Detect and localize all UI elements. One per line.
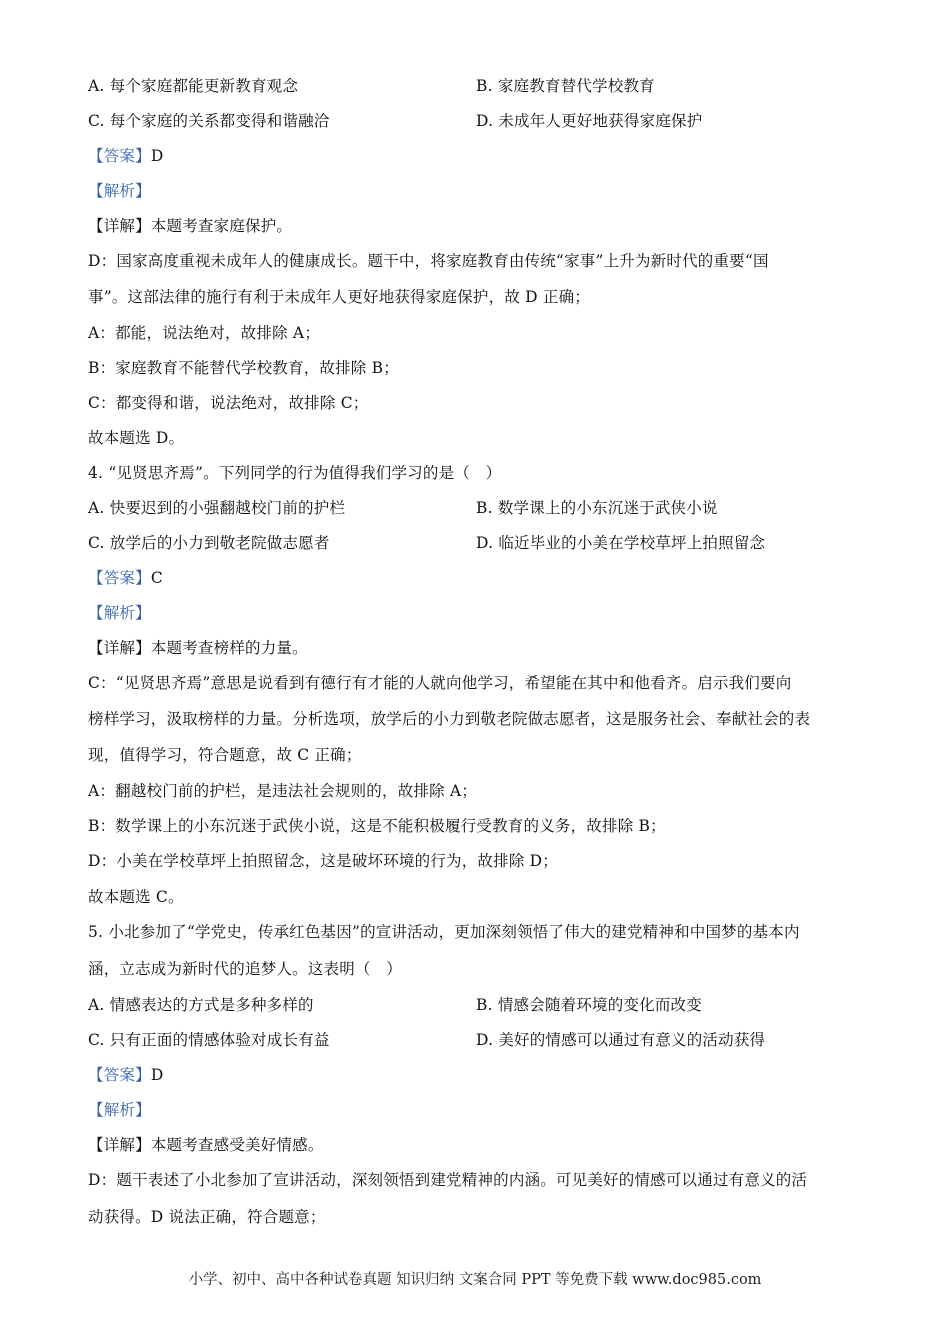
q4-option-c: C. 放学后的小力到敬老院做志愿者 [88, 534, 330, 552]
answer-tag: 【答案】 [88, 1066, 151, 1084]
answer-tag: 【答案】 [88, 569, 151, 587]
q3-option-c: C. 每个家庭的关系都变得和谐融洽 [88, 112, 330, 130]
answer-value: C [150, 569, 163, 587]
q4-stem: 4. “见贤思齐焉”。下列同学的行为值得我们学习的是（ ） [88, 464, 502, 482]
q3-analysis-tag: 【解析】 [88, 182, 151, 200]
q4-option-a: A. 快要迟到的小强翻越校门前的护栏 [88, 499, 346, 517]
q5-options-row-1 [88, 993, 863, 1017]
q5-option-b: B. 情感会随着环境的变化而改变 [476, 996, 702, 1014]
q4-line-1: C：“见贤思齐焉”意思是说看到有德行有才能的人就向他学习，希望能在其中和他看齐。启示我们要向 [88, 674, 792, 692]
detail-tag: 【详解】 [88, 1136, 151, 1154]
q5-line-1: D：题干表述了小北参加了宣讲活动，深刻领悟到建党精神的内涵。可见美好的情感可以通过有意义的活 [88, 1171, 808, 1189]
q4-line-4: A：翻越校门前的护栏，是违法社会规则的，故排除 A； [88, 782, 478, 800]
q3-line-2: 事”。这部法律的施行有利于未成年人更好地获得家庭保护，故 D 正确； [88, 288, 591, 306]
answer-tag: 【答案】 [88, 147, 151, 165]
q4-options-row-2 [88, 531, 863, 555]
q4-options-row-1 [88, 496, 863, 520]
detail-tag: 【详解】 [88, 217, 151, 235]
q4-line-7: 故本题选 C。 [88, 888, 184, 906]
q3-option-b: B. 家庭教育替代学校教育 [476, 77, 655, 95]
q5-stem-line-1: 5. 小北参加了“学党史，传承红色基因”的宣讲活动，更加深刻领悟了伟大的建党精神和中国梦的基本内 [88, 923, 800, 941]
q3-options-row-1 [88, 74, 863, 98]
q3-line-6: 故本题选 D。 [88, 429, 185, 447]
answer-value: D [150, 147, 164, 165]
q3-answer [88, 144, 863, 168]
q4-answer [88, 566, 863, 590]
detail-text: 本题考查感受美好情感。 [150, 1136, 324, 1154]
answer-value: D [150, 1066, 164, 1084]
q4-line-3: 现，值得学习，符合题意，故 C 正确； [88, 746, 362, 764]
q5-options-row-2 [88, 1028, 863, 1052]
q5-option-d: D. 美好的情感可以通过有意义的活动获得 [476, 1031, 766, 1049]
q4-detail [88, 636, 863, 660]
q5-answer [88, 1063, 863, 1087]
q5-option-a: A. 情感表达的方式是多种多样的 [88, 996, 314, 1014]
q5-detail [88, 1133, 863, 1157]
detail-text: 本题考查家庭保护。 [150, 217, 293, 235]
q3-option-a: A. 每个家庭都能更新教育观念 [88, 77, 299, 95]
q3-line-3: A：都能，说法绝对，故排除 A； [88, 324, 321, 342]
q4-option-d: D. 临近毕业的小美在学校草坪上拍照留念 [476, 534, 766, 552]
q3-line-5: C：都变得和谐，说法绝对，故排除 C； [88, 394, 369, 412]
q4-line-6: D：小美在学校草坪上拍照留念，这是破坏环境的行为，故排除 D； [88, 852, 558, 870]
q4-line-2: 榜样学习，汲取榜样的力量。分析选项，放学后的小力到敬老院做志愿者，这是服务社会、奉献社会的表 [88, 710, 811, 728]
page-footer: 小学、初中、高中各种试卷真题 知识归纳 文案合同 PPT 等免费下载 www.doc985.com [188, 1272, 762, 1288]
q3-line-4: B：家庭教育不能替代学校教育，故排除 B； [88, 359, 399, 377]
q5-option-c: C. 只有正面的情感体验对成长有益 [88, 1031, 330, 1049]
q3-detail [88, 214, 863, 238]
q5-analysis-tag: 【解析】 [88, 1101, 151, 1119]
q3-options-row-2 [88, 109, 863, 133]
q4-option-b: B. 数学课上的小东沉迷于武侠小说 [476, 499, 718, 517]
q3-line-1: D：国家高度重视未成年人的健康成长。题干中，将家庭教育由传统“家事”上升为新时代的重要“国 [88, 252, 769, 270]
q4-analysis-tag: 【解析】 [88, 604, 151, 622]
q3-option-d: D. 未成年人更好地获得家庭保护 [476, 112, 703, 130]
q5-line-2: 动获得。D 说法正确，符合题意； [88, 1208, 326, 1226]
detail-tag: 【详解】 [88, 639, 151, 657]
detail-text: 本题考查榜样的力量。 [150, 639, 308, 657]
q5-stem-line-2: 涵，立志成为新时代的追梦人。这表明（ ） [88, 960, 403, 978]
q4-line-5: B：数学课上的小东沉迷于武侠小说，这是不能积极履行受教育的义务，故排除 B； [88, 817, 666, 835]
